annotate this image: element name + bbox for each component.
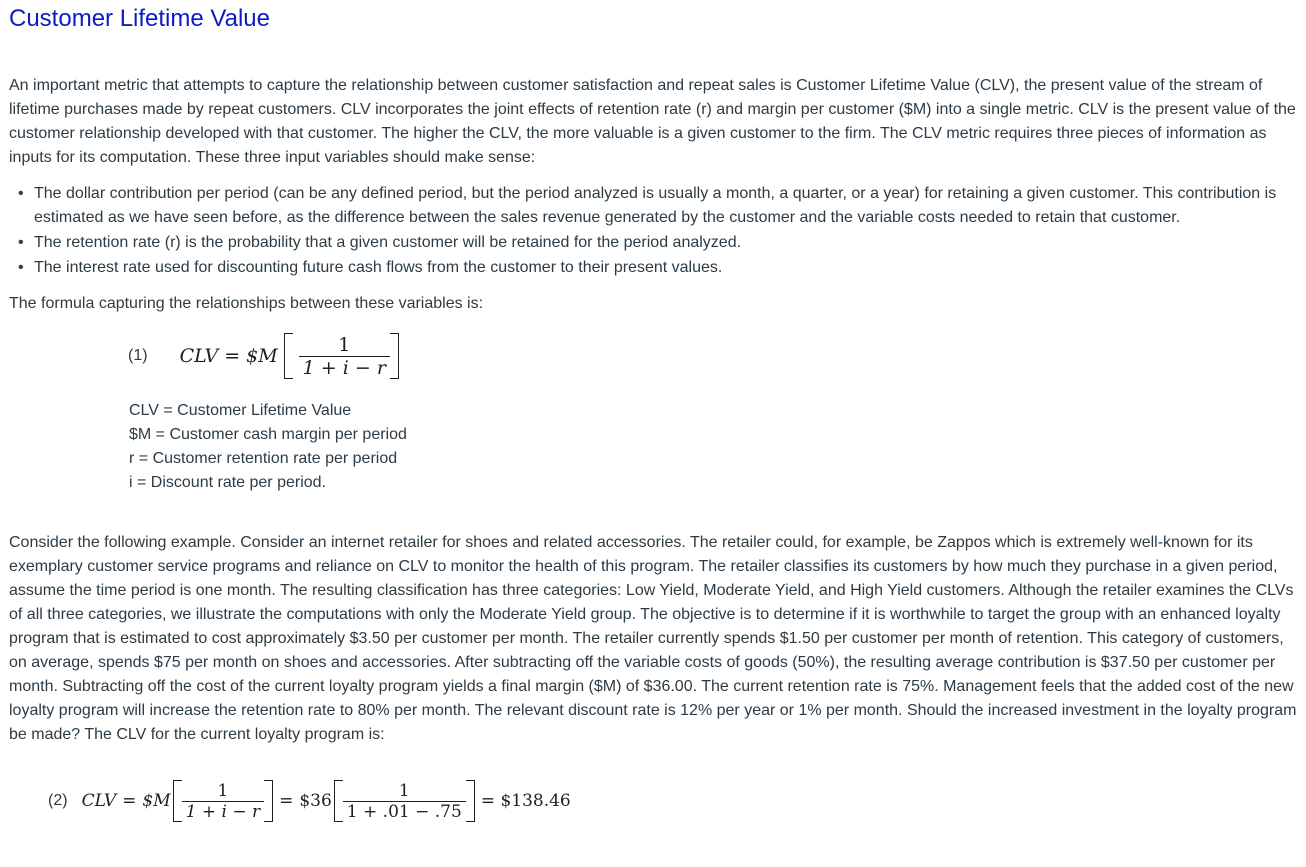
- fraction-denominator: 1 + .01 − .75: [343, 801, 466, 822]
- formula-equals: =: [122, 791, 137, 811]
- list-item: • The dollar contribution per period (can be any defined period, but the period analyzed is usually a month, a quarter, or a year) for retaining a given customer. This contribution is estimated as we have seen before, as the difference between the sales revenue generated by the customer and the variable costs needed to retain that customer.: [9, 182, 1304, 230]
- fraction-denominator: 1 + i − r: [182, 801, 264, 822]
- right-bracket: [466, 780, 475, 822]
- clv-formula: [128, 326, 405, 386]
- input-variables-list: [9, 182, 1304, 281]
- numeric-fraction: [343, 781, 466, 822]
- clv-calculation: [48, 780, 577, 822]
- definition-item: i = Discount rate per period.: [129, 474, 326, 491]
- equation-number: (1): [128, 347, 148, 364]
- formula-equals: =: [224, 345, 241, 367]
- fraction-numerator: 1: [398, 780, 410, 801]
- fraction-numerator: 1: [338, 333, 351, 356]
- formula-equals: =: [279, 791, 294, 811]
- definition-item: CLV = Customer Lifetime Value: [129, 402, 352, 419]
- left-bracket: [334, 780, 343, 822]
- page-title: Customer Lifetime Value: [9, 5, 270, 32]
- left-bracket: [173, 780, 182, 822]
- right-bracket: [390, 333, 399, 379]
- equation-number: (2): [48, 792, 68, 809]
- list-item: • The interest rate used for discounting future cash flows from the customer to their present values.: [9, 256, 1304, 280]
- formula-lhs: CLV: [179, 345, 219, 367]
- formula-intro: The formula capturing the relationships between these variables is:: [9, 295, 484, 312]
- formula-fraction: [299, 334, 390, 379]
- left-bracket: [284, 333, 293, 379]
- formula-fraction: [182, 781, 264, 822]
- example-paragraph: Consider the following example. Consider an internet retailer for shoes and related accessories. The retailer could, for example, be Zappos which is extremely well-known for its exemplary customer service programs and reliance on CLV to monitor the health of this program. The retailer classifies its customers by how much they purchase in a given period, assume the time period is one month. The resulting classification has three categories: Low Yield, Moderate Yield, and High Yield customers. Although the retailer examines the CLVs of all three categories, we illustrate the computations with only the Moderate Yield group. The objective is to determine if it is worthwhile to target the group with an enhanced loyalty program that is estimated to cost approximately $3.50 per customer per month. The retailer currently spends $1.50 per customer per month of retention. This category of customers, on average, spends $75 per month on shoes and accessories. After subtracting off the variable costs of goods (50%), the resulting average contribution is $37.50 per customer per month. Subtracting off the cost of the current loyalty program yields a final margin ($M) of $36.00. The current retention rate is 75%. Management feels that the added cost of the new loyalty program will increase the retention rate to 80% per month. The relevant discount rate is 12% per year or 1% per month. Should the increased investment in the loyalty program be made? The CLV for the current loyalty program is:: [9, 534, 1297, 743]
- formula-coefficient: $M: [142, 791, 171, 811]
- list-item: • The retention rate (r) is the probability that a given customer will be retained for the period analyzed.: [9, 231, 1304, 255]
- margin-value: $36: [299, 791, 332, 811]
- formula-coefficient: $M: [246, 345, 278, 367]
- bullet-icon: •: [18, 185, 24, 202]
- variable-definitions: [129, 399, 407, 495]
- bullet-icon: •: [18, 259, 24, 276]
- intro-paragraph: An important metric that attempts to capture the relationship between customer satisfaction and repeat sales is Customer Lifetime Value (CLV), the present value of the stream of lifetime purchases made by repeat customers. CLV incorporates the joint effects of retention rate (r) and margin per customer ($M) into a single metric. CLV is the present value of the customer relationship developed with that customer. The higher the CLV, the more valuable is a given customer to the firm. The CLV metric requires three pieces of information as inputs for its computation. These three input variables should make sense:: [9, 77, 1296, 166]
- definition-item: $M = Customer cash margin per period: [129, 426, 407, 443]
- formula-lhs: CLV: [81, 791, 117, 811]
- right-bracket: [264, 780, 273, 822]
- definition-item: r = Customer retention rate per period: [129, 450, 398, 467]
- fraction-numerator: 1: [217, 780, 229, 801]
- bullet-icon: •: [18, 234, 24, 251]
- clv-result: = $138.46: [480, 791, 571, 811]
- fraction-denominator: 1 + i − r: [299, 356, 390, 379]
